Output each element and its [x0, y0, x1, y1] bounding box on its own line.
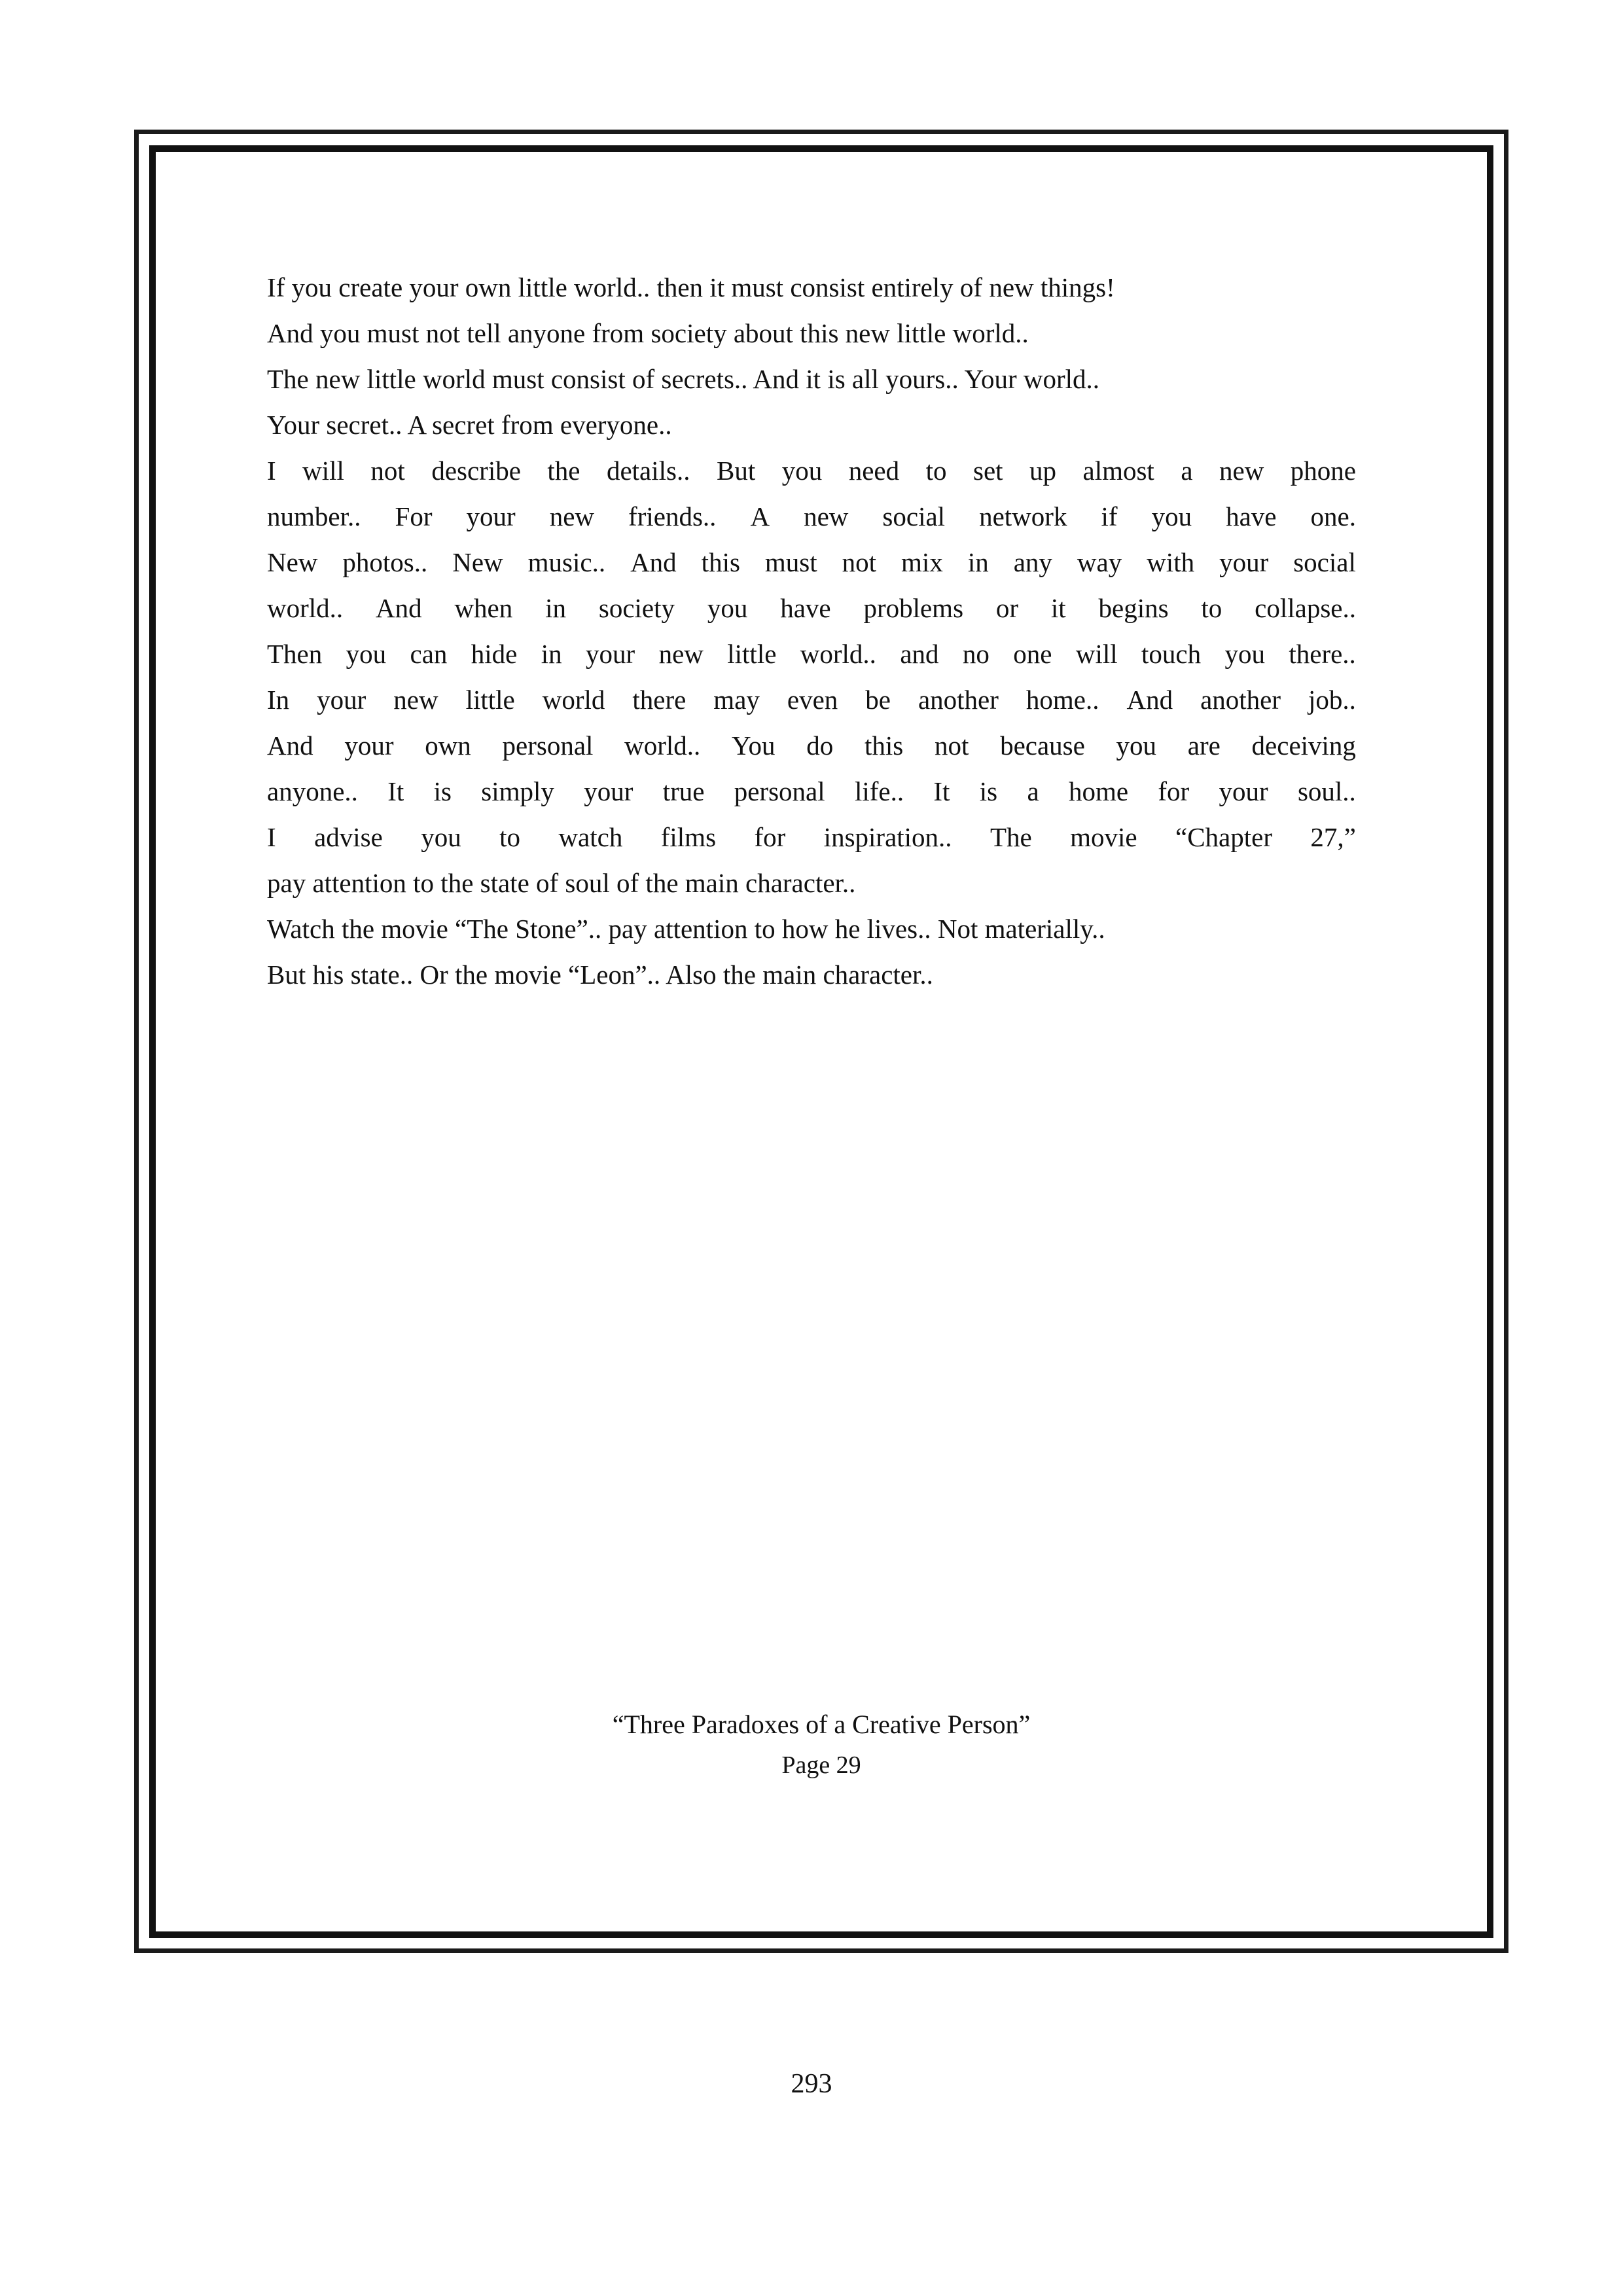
body-word: New	[452, 547, 503, 577]
body-word: little	[727, 639, 777, 669]
body-word: if	[1101, 501, 1118, 531]
body-word: new	[658, 639, 704, 669]
body-line: Watch the movie “The Stone”.. pay attention to how he lives.. Not materially..	[267, 914, 1105, 944]
body-word: deceiving	[1251, 730, 1356, 761]
body-word: be	[865, 685, 891, 715]
body-word: one	[1013, 639, 1052, 669]
body-word: collapse..	[1255, 593, 1356, 623]
body-line: pay attention to the state of soul of the main character..	[267, 868, 856, 898]
body-line	[267, 814, 1356, 860]
body-word: because	[1000, 730, 1085, 761]
body-word: And	[376, 593, 422, 623]
body-line: And you must not tell anyone from society about this new little world..	[267, 318, 1029, 348]
folio-number: 293	[791, 2069, 832, 2099]
body-word: home..	[1026, 685, 1099, 715]
body-word: music..	[527, 547, 606, 577]
body-word: you	[1116, 730, 1157, 761]
body-word: you	[781, 456, 823, 486]
body-word: It	[933, 776, 950, 806]
body-word: job..	[1308, 685, 1356, 715]
body-word: no	[962, 639, 990, 669]
body-word: is	[979, 776, 998, 806]
body-word: describe	[431, 456, 521, 486]
body-word: Then	[267, 639, 323, 669]
body-word: new	[1219, 456, 1264, 486]
body-word: in	[967, 547, 989, 577]
body-line	[267, 448, 1356, 493]
body-word: simply	[481, 776, 554, 806]
body-word: photos..	[342, 547, 428, 577]
body-word: world..	[624, 730, 701, 761]
body-line: The new little world must consist of secrets.. And it is all yours.. Your world..	[267, 364, 1100, 394]
body-word: 27,”	[1310, 822, 1356, 852]
body-word: hide	[471, 639, 518, 669]
body-word: social	[1293, 547, 1356, 577]
body-line	[267, 677, 1356, 723]
body-word: phone	[1290, 456, 1356, 486]
body-word: way	[1077, 547, 1122, 577]
body-word: you	[707, 593, 748, 623]
body-word: network	[979, 501, 1067, 531]
body-word: in	[545, 593, 567, 623]
body-line	[267, 539, 1356, 585]
body-word: not	[370, 456, 405, 486]
body-word: with	[1147, 547, 1195, 577]
body-word: own	[425, 730, 471, 761]
body-word: For	[395, 501, 433, 531]
body-word: up	[1029, 456, 1057, 486]
body-word: problems	[863, 593, 964, 623]
body-word: your	[344, 730, 394, 761]
body-word: almost	[1082, 456, 1154, 486]
body-word: watch	[558, 822, 623, 852]
book-title: “Three Paradoxes of a Creative Person”	[612, 1710, 1031, 1739]
body-word: And	[630, 547, 677, 577]
body-word: It	[387, 776, 404, 806]
body-word: your	[1219, 547, 1269, 577]
body-word: personal	[734, 776, 825, 806]
body-word: new	[549, 501, 595, 531]
body-word: society	[598, 593, 675, 623]
body-word: details..	[606, 456, 690, 486]
body-word: or	[995, 593, 1019, 623]
body-text-column	[267, 264, 1356, 997]
body-word: social	[882, 501, 946, 531]
body-word: “Chapter	[1175, 822, 1272, 852]
body-word: you	[1151, 501, 1192, 531]
body-word: I	[267, 822, 276, 852]
body-word: can	[410, 639, 448, 669]
body-word: to	[1201, 593, 1222, 623]
body-word: you	[1224, 639, 1265, 669]
body-word: to	[499, 822, 521, 852]
body-word: to	[925, 456, 947, 486]
body-word: there	[632, 685, 687, 715]
body-word: not	[842, 547, 877, 577]
body-line	[267, 585, 1356, 631]
body-word: do	[806, 730, 834, 761]
body-word: need	[848, 456, 900, 486]
footer-page-label: Page 29	[781, 1751, 861, 1779]
body-word: the	[547, 456, 580, 486]
body-word: A	[750, 501, 770, 531]
body-word: world..	[267, 593, 344, 623]
body-word: anyone..	[267, 776, 358, 806]
page-footer	[149, 1704, 1493, 1785]
body-word: But	[716, 456, 756, 486]
body-line	[267, 493, 1356, 539]
body-word: new	[804, 501, 849, 531]
body-word: a	[1181, 456, 1193, 486]
body-word: in	[541, 639, 562, 669]
body-word: New	[267, 547, 318, 577]
body-word: your	[586, 639, 635, 669]
body-word: touch	[1141, 639, 1202, 669]
body-word: even	[787, 685, 838, 715]
body-word: In	[267, 685, 290, 715]
body-line	[267, 723, 1356, 768]
body-word: are	[1187, 730, 1221, 761]
body-word: And	[1126, 685, 1173, 715]
body-word: not	[934, 730, 969, 761]
body-word: your	[466, 501, 516, 531]
body-word: begins	[1098, 593, 1169, 623]
body-word: world	[542, 685, 605, 715]
body-word: number..	[267, 501, 361, 531]
body-word: one.	[1310, 501, 1356, 531]
body-word: your	[317, 685, 366, 715]
body-word: your	[584, 776, 633, 806]
body-word: a	[1027, 776, 1039, 806]
body-word: films	[660, 822, 717, 852]
body-word: you	[421, 822, 461, 852]
body-word: must	[764, 547, 817, 577]
body-word: I	[267, 456, 276, 486]
body-word: another	[918, 685, 999, 715]
body-line: If you create your own little world.. then it must consist entirely of new things!	[267, 272, 1115, 302]
body-word: is	[433, 776, 452, 806]
body-word: have	[1226, 501, 1277, 531]
body-word: this	[864, 730, 904, 761]
body-word: mix	[901, 547, 943, 577]
body-word: it	[1050, 593, 1066, 623]
body-word: another	[1200, 685, 1281, 715]
body-word: You	[732, 730, 776, 761]
body-word: and	[900, 639, 939, 669]
body-word: The	[990, 822, 1032, 852]
body-word: true	[662, 776, 705, 806]
body-word: advise	[314, 822, 383, 852]
body-word: personal	[502, 730, 594, 761]
body-word: world..	[800, 639, 876, 669]
body-word: inspiration..	[823, 822, 952, 852]
body-line: Your secret.. A secret from everyone..	[267, 410, 672, 440]
body-word: will	[302, 456, 344, 486]
body-word: life..	[854, 776, 904, 806]
body-word: you	[346, 639, 387, 669]
body-line	[267, 768, 1356, 814]
body-word: may	[713, 685, 760, 715]
body-word: new	[393, 685, 438, 715]
body-word: your	[1219, 776, 1268, 806]
body-word: there..	[1289, 639, 1356, 669]
body-word: little	[465, 685, 515, 715]
body-word: any	[1013, 547, 1052, 577]
body-line	[267, 631, 1356, 677]
body-word: And	[267, 730, 313, 761]
body-line: But his state.. Or the movie “Leon”.. Also the main character..	[267, 960, 933, 990]
body-word: will	[1075, 639, 1118, 669]
body-word: when	[454, 593, 513, 623]
body-word: have	[780, 593, 831, 623]
body-word: for	[754, 822, 786, 852]
body-word: friends..	[628, 501, 717, 531]
body-word: soul..	[1297, 776, 1356, 806]
body-word: this	[701, 547, 740, 577]
body-word: home	[1068, 776, 1129, 806]
body-word: set	[972, 456, 1003, 486]
body-word: for	[1158, 776, 1190, 806]
body-word: movie	[1070, 822, 1137, 852]
